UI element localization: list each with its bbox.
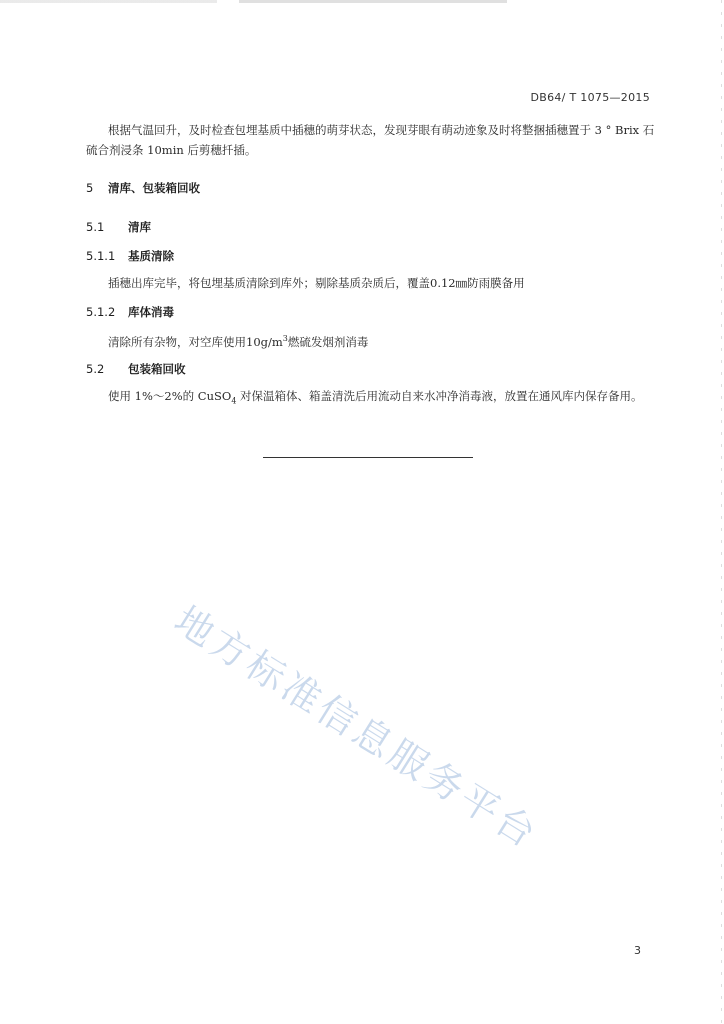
text-run: 使用 1%～2%的 CuSO <box>108 389 232 403</box>
page-number: 3 <box>634 944 641 957</box>
subscript: 4 <box>231 396 237 406</box>
scan-edge-top <box>0 0 724 3</box>
text-run: 清除所有杂物，对空库使用10g/m <box>108 334 283 349</box>
section-5-2-heading <box>86 361 186 377</box>
section-number: 5.1.2 <box>86 305 116 319</box>
section-title: 基质清除 <box>128 249 174 263</box>
text-run: 对保温箱体、箱盖清洗后用流动自来水冲净消毒液，放置在通风库内保存备用。 <box>236 389 643 403</box>
section-title: 清库、包装箱回收 <box>108 181 200 195</box>
section-5-1-1-heading <box>86 248 174 264</box>
end-of-document-rule <box>263 457 473 458</box>
section-5-heading <box>86 180 200 196</box>
section-number: 5.1 <box>86 220 105 234</box>
section-number: 5.1.1 <box>86 249 116 263</box>
superscript: 3 <box>282 334 288 343</box>
section-number: 5 <box>86 181 94 195</box>
section-title: 清库 <box>128 220 151 234</box>
section-5-1-2-heading <box>86 304 174 320</box>
paragraph-5-2 <box>86 386 656 411</box>
text-run: 燃硫发烟剂消毒 <box>287 334 369 349</box>
section-title: 库体消毒 <box>128 305 174 319</box>
paragraph-5-1-2 <box>86 329 656 352</box>
paragraph-5-1-1: 插穗出库完毕，将包埋基质清除到库外；剔除基质杂质后，覆盖0.12㎜防雨膜备用 <box>108 276 525 290</box>
watermark: 地方标准信息服务平台 <box>166 597 547 858</box>
intro-paragraph: 根据气温回升，及时检查包埋基质中插穗的萌芽状态，发现芽眼有萌动迹象及时将整捆插穗置于 3 ° Brix 石硫合剂浸条 10min 后剪穗扦插。 <box>86 123 655 157</box>
standard-code: DB64/ T 1075—2015 <box>530 91 650 104</box>
section-number: 5.2 <box>86 362 105 376</box>
section-title: 包装箱回收 <box>128 362 186 376</box>
scan-edge-right <box>721 0 722 1024</box>
section-5-1-heading <box>86 219 151 235</box>
